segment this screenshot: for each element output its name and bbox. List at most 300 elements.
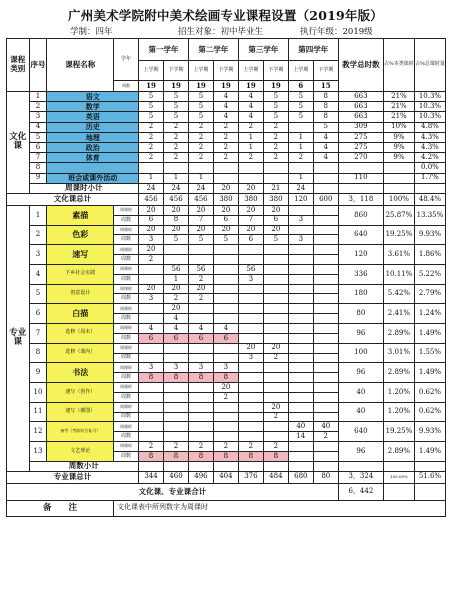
weekly-hours: 2 [263,442,288,452]
empty-cell [414,461,445,471]
weekly-hours: 2 [188,153,213,163]
row-number: 12 [29,422,47,442]
sub-label-hours: 周课时 [114,245,139,255]
pct-total: 10.3% [414,102,445,112]
course-name: 选修（课内） [47,343,114,363]
week-count [288,451,313,461]
total-hours: 275 [338,132,383,142]
weekly-hours: 5 [139,102,164,112]
week-count: 7 [238,215,263,225]
weekly-hours: 5 [288,102,313,112]
week-count [238,412,263,422]
pct-total: 4.3% [414,142,445,152]
empty-cell [163,461,188,471]
week-count: 1 [163,274,188,284]
weekly-hours: 5 [188,102,213,112]
weekly-hours: 5 [288,112,313,122]
weekly-hours: 20 [238,343,263,353]
grand-total-label: 文化课、专业课合计 [7,483,339,500]
pct-type: 1.20% [383,402,414,422]
week-count: 2 [263,412,288,422]
semester-weeks: 19 [163,81,188,92]
weekly-hours [139,264,164,274]
weekly-hours [288,205,313,215]
week-count [313,294,338,304]
weekly-hours [263,383,288,393]
weekly-hours: 20 [163,205,188,215]
empty-cell [188,461,213,471]
row-number: 8 [29,163,47,173]
week-count [313,333,338,343]
semester-header: 下学期 [163,61,188,81]
empty-cell [288,461,313,471]
semester-weeks: 15 [313,81,338,92]
week-count: 3 [288,235,313,245]
week-count [139,314,164,324]
culture-total: 456 [188,193,213,205]
row-number: 1 [29,205,47,225]
pro-total: 376 [238,471,263,483]
week-count [238,333,263,343]
grand-total-value: 6，442 [338,483,383,500]
total-hours: 120 [338,245,383,265]
weekly-hours [263,163,288,173]
pct-type: 9% [383,153,414,163]
week-count [263,333,288,343]
course-name: 地理 [47,132,139,142]
pct-type: 19.25% [383,225,414,245]
week-count: 8 [188,373,213,383]
weekly-hours [139,163,164,173]
weekly-hours [263,264,288,274]
weekly-hours: 56 [163,264,188,274]
weekly-hours [163,163,188,173]
weekly-hours: 20 [213,205,238,215]
total-hours: 40 [338,383,383,403]
pct-total: 4.2% [414,153,445,163]
empty-cell [338,183,383,193]
week-count: 3 [238,353,263,363]
week-count [213,432,238,442]
pro-total-label: 专业课总计 [7,471,139,483]
pro-pct-type: 100.00% [383,471,414,483]
week-count [188,255,213,265]
weekly-hours [313,205,338,215]
pct-total: 5.22% [414,264,445,284]
pct-type: 3.01% [383,343,414,363]
week-count: 2 [263,353,288,363]
weekly-hours: 2 [238,122,263,132]
weekly-hours: 5 [163,112,188,122]
pct-total: 1.7% [414,173,445,183]
weekly-hours: 1 [163,173,188,183]
week-count [313,353,338,363]
week-count [139,274,164,284]
total-hours: 309 [338,122,383,132]
total-hours: 663 [338,102,383,112]
sub-label-hours: 周课时 [114,383,139,393]
weekly-hours: 5 [188,112,213,122]
total-hours: 640 [338,225,383,245]
course-name: 选修（周末） [47,324,114,344]
sub-label-hours: 周课时 [114,363,139,373]
week-count: 6 [263,215,288,225]
weekly-subtotal: 24 [188,183,213,193]
pct-type-header: 占%本类课时 [383,39,414,92]
pct-type: 2.41% [383,304,414,324]
weekly-hours: 2 [213,153,238,163]
course-name: 素描 [47,205,114,225]
week-count: 6 [139,215,164,225]
pct-total: 4.3% [414,132,445,142]
weekly-hours [263,245,288,255]
meta-zhaosheng: 招生对象：初中毕业生 [178,27,264,37]
weekly-hours: 2 [288,153,313,163]
pro-total: 680 [288,471,313,483]
week-count: 2 [188,294,213,304]
weekly-hours: 1 [288,142,313,152]
meta-zhixing: 执行年级：2019级 [300,27,373,37]
semester-header: 上学期 [288,61,313,81]
weekly-hours: 20 [139,225,164,235]
week-count: 5 [188,235,213,245]
weekly-hours [263,324,288,334]
weekly-hours [213,163,238,173]
weekly-hours: 2 [188,442,213,452]
weekly-hours [213,343,238,353]
weekly-hours: 4 [188,324,213,334]
weekly-hours [163,343,188,353]
weekly-hours: 20 [263,205,288,215]
weekly-hours [238,173,263,183]
weekly-hours [213,284,238,294]
weekly-hours: 20 [263,225,288,235]
pct-type: 19.25% [383,422,414,442]
pct-total: 0.0% [414,163,445,173]
total-hours: 663 [338,92,383,102]
row-number: 9 [29,173,47,183]
weekly-hours: 5 [139,92,164,102]
weekly-hours: 4 [313,153,338,163]
week-count [213,412,238,422]
pct-total: 1.55% [414,343,445,363]
weekly-hours: 5 [163,92,188,102]
weekly-hours: 56 [238,264,263,274]
week-count: 3 [139,294,164,304]
week-count [313,392,338,402]
week-count [163,412,188,422]
pro-pct-total: 51.6% [414,471,445,483]
course-name: 体育 [47,153,139,163]
week-count [213,294,238,304]
empty-cell [238,461,263,471]
week-count [238,392,263,402]
weekly-hours [263,422,288,432]
week-count [213,255,238,265]
pct-type: 3.61% [383,245,414,265]
weekly-hours: 2 [213,132,238,142]
row-number: 4 [29,122,47,132]
weekly-hours [288,264,313,274]
weekly-subtotal: 20 [213,183,238,193]
week-count: 6 [139,333,164,343]
sub-label-hours: 周课时 [114,304,139,314]
weekly-hours: 40 [313,422,338,432]
document-title: 广州美术学院附中美术绘画专业课程设置（2019年版） [68,8,383,23]
weekly-hours: 2 [139,142,164,152]
weekly-hours [188,383,213,393]
pct-type: 2.89% [383,324,414,344]
weekly-hours: 20 [238,225,263,235]
weekly-hours: 2 [163,442,188,452]
weekly-hours [313,383,338,393]
total-hours: 110 [338,173,383,183]
pro-total: 404 [213,471,238,483]
weekly-hours: 4 [313,132,338,142]
week-count [288,274,313,284]
week-count [288,392,313,402]
week-count [238,373,263,383]
weekly-hours [238,304,263,314]
empty-cell [213,461,238,471]
weekly-hours: 4 [213,102,238,112]
weekly-hours: 20 [238,205,263,215]
week-count [263,373,288,383]
weekly-hours: 3 [188,363,213,373]
week-count [139,353,164,363]
pct-total: 1.86% [414,245,445,265]
weekly-hours: 20 [139,284,164,294]
culture-total: 380 [238,193,263,205]
weekly-hours [139,343,164,353]
culture-total: 120 [288,193,313,205]
sub-label-weeks: 周数 [114,255,139,265]
sub-label-weeks: 周数 [114,373,139,383]
course-name: 创意设计 [47,284,114,304]
sub-label-hours: 周课时 [114,225,139,235]
weekly-hours: 2 [238,442,263,452]
week-count [263,294,288,304]
weekly-hours: 4 [238,112,263,122]
weekly-hours [313,284,338,294]
weekly-hours [139,402,164,412]
sub-label-hours: 周课时 [114,402,139,412]
row-number: 7 [29,324,47,344]
empty-cell [263,461,288,471]
course-name-header: 课程名称 [47,39,114,92]
notes-label: 备 注 [7,500,114,516]
week-count [288,373,313,383]
weekly-hours [238,383,263,393]
week-count: 6 [188,333,213,343]
total-hours: 80 [338,304,383,324]
week-count [288,333,313,343]
weekly-hours: 1 [139,173,164,183]
row-number: 3 [29,245,47,265]
semester-weeks: 19 [263,81,288,92]
course-name: 速写 [47,245,114,265]
weekly-subtotal: 24 [163,183,188,193]
weekly-hours: 2 [139,132,164,142]
weekly-hours [213,245,238,255]
pct-type: 21% [383,102,414,112]
sub-label-hours: 周课时 [114,284,139,294]
pro-total-hours: 3，324 [338,471,383,483]
week-count [313,412,338,422]
culture-total-label: 文化课总计 [7,193,139,205]
pct-total: 0.62% [414,383,445,403]
total-hours: 180 [338,284,383,304]
pct-type: 2.89% [383,363,414,383]
course-name: 数学 [47,102,139,112]
sub-label-hours: 周课时 [114,205,139,215]
course-name: 色彩 [47,225,114,245]
weekly-hours [288,245,313,255]
sub-label-weeks: 周数 [114,353,139,363]
weeks-subtotal-label: 周数小计 [29,461,138,471]
weekly-hours: 20 [163,304,188,314]
total-hours: 96 [338,442,383,462]
weekly-hours [163,402,188,412]
weekly-hours [288,442,313,452]
week-count: 8 [238,451,263,461]
weekly-hours: 20 [139,245,164,255]
weekly-hours [288,402,313,412]
week-count [188,314,213,324]
pro-total: 460 [163,471,188,483]
week-count: 2 [163,294,188,304]
sub-label-hours: 周课时 [114,422,139,432]
weekly-hours: 2 [188,142,213,152]
weekly-hours: 2 [139,153,164,163]
weekly-hours [238,324,263,334]
week-count: 8 [188,451,213,461]
weekly-hours [288,122,313,132]
week-count: 6 [238,235,263,245]
pro-total: 496 [188,471,213,483]
course-name: 历史 [47,122,139,132]
weekly-hours [288,284,313,294]
culture-pct-total: 48.4% [414,193,445,205]
weekly-hours [238,245,263,255]
weekly-hours [238,163,263,173]
weekly-hours [213,304,238,314]
week-count: 8 [139,373,164,383]
culture-total: 380 [213,193,238,205]
pct-total: 1.49% [414,363,445,383]
weekly-hours: 56 [188,264,213,274]
week-count [188,432,213,442]
weekly-hours: 1 [288,173,313,183]
weekly-hours: 5 [288,92,313,102]
weekly-hours: 5 [313,122,338,132]
weekly-subtotal: 20 [238,183,263,193]
weekly-hours [163,422,188,432]
pct-total: 1.49% [414,324,445,344]
pct-type: 9% [383,132,414,142]
week-count [263,314,288,324]
week-count: 8 [213,451,238,461]
weekly-hours: 4 [238,92,263,102]
weekly-hours [213,422,238,432]
course-name [47,163,139,173]
course-name: 下乡社会实践 [47,264,114,284]
curriculum-table-container [6,38,446,517]
pct-type: 21% [383,112,414,122]
weekly-hours: 20 [163,225,188,235]
semester-header: 上学期 [238,61,263,81]
sub-label-hours: 周课时 [114,442,139,452]
weekly-hours [288,304,313,314]
week-count [238,432,263,442]
weekly-hours [313,324,338,334]
week-count [163,255,188,265]
week-count [288,412,313,422]
week-count: 8 [139,451,164,461]
week-count: 8 [163,215,188,225]
culture-total-hours: 3，118 [338,193,383,205]
sub-label-weeks: 周数 [114,392,139,402]
empty-cell [383,483,414,500]
weekly-hours: 2 [139,122,164,132]
weekly-hours: 3 [139,363,164,373]
weekly-hours: 5 [263,102,288,112]
weekly-hours [139,304,164,314]
total-hours: 270 [338,153,383,163]
pro-total: 80 [313,471,338,483]
week-count [139,412,164,422]
pct-total: 13.35% [414,205,445,225]
weekly-hours: 3 [213,363,238,373]
weekly-subtotal: 24 [288,183,313,193]
weekly-subtotal: 24 [139,183,164,193]
weekly-hours: 2 [163,142,188,152]
week-count: 14 [288,432,313,442]
empty-cell [139,461,164,471]
sub-label-weeks: 周数 [114,294,139,304]
weekly-hours [263,304,288,314]
weekly-hours [213,402,238,412]
total-hours: 275 [338,142,383,152]
weekly-hours [313,173,338,183]
pct-total: 0.62% [414,402,445,422]
week-count [263,392,288,402]
sub-label-weeks: 周数 [114,333,139,343]
weekly-hours [263,363,288,373]
sub-label-weeks: 周数 [114,314,139,324]
weekly-hours: 2 [263,132,288,142]
course-name: 英语 [47,112,139,122]
sub-label-hours: 周课时 [114,324,139,334]
total-hours: 96 [338,363,383,383]
week-count [313,373,338,383]
week-count: 6 [213,333,238,343]
week-count: 2 [213,392,238,402]
empty-cell [414,183,445,193]
row-number: 2 [29,225,47,245]
week-count [313,274,338,284]
course-name: 语文 [47,92,139,102]
year-header: 第一学年 [139,39,189,61]
row-number: 9 [29,363,47,383]
weekly-hours [313,442,338,452]
weekly-hours [238,422,263,432]
week-count [163,432,188,442]
pct-total: 10.3% [414,112,445,122]
weekly-hours: 8 [313,92,338,102]
total-hours: 860 [338,205,383,225]
weekly-hours [313,343,338,353]
